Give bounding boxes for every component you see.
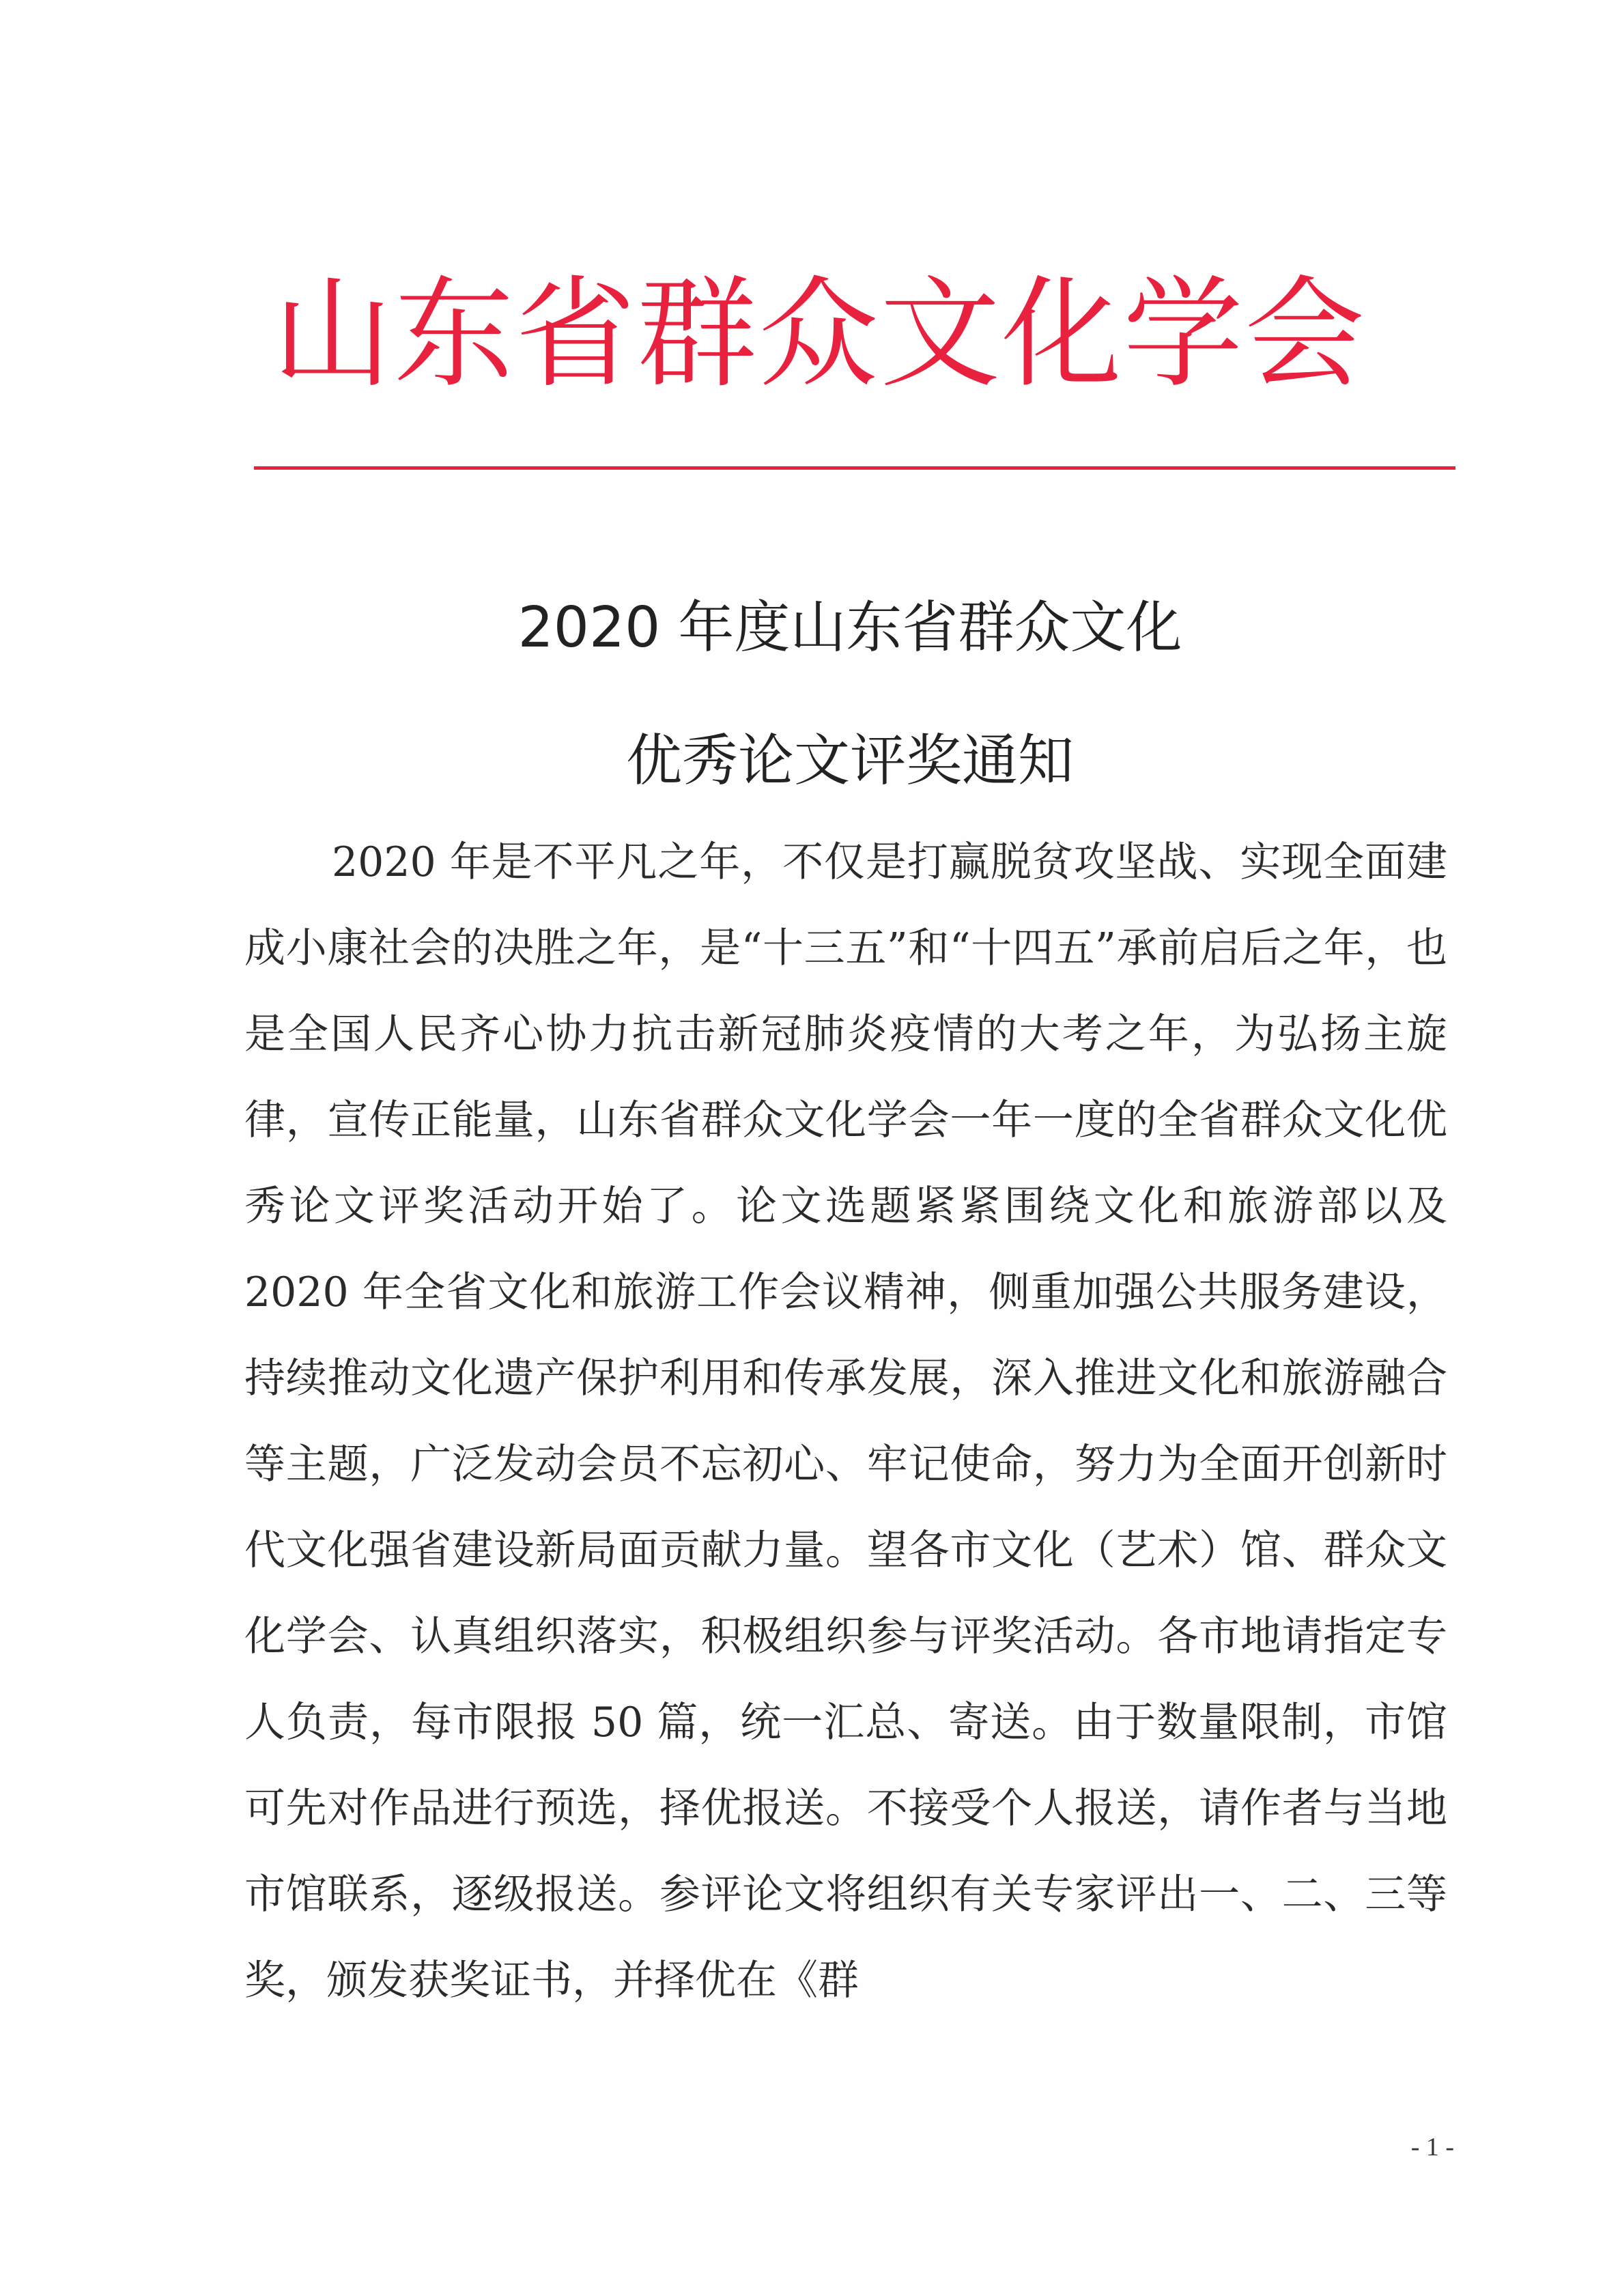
- body-paragraph: 2020 年是不平凡之年，不仅是打赢脱贫攻坚战、实现全面建成小康社会的决胜之年，是“十三五”和“十四五”承前启后之年，也是全国人民齐心协力抗击新冠肺炎疫情的大考之年，为弘扬主旋律，宣传正能量，山东省群众文化学会一年一度的全省群众文化优秀论文评奖活动开始了。论文选题紧紧围绕文化和旅游部以及 2020 年全省文化和旅游工作会议精神，侧重加强公共服务建设，持续推动文化遗产保护利用和传承发展，深入推进文化和旅游融合等主题，广泛发动会员不忘初心、牢记使命，努力为全面开创新时代文化强省建设新局面贡献力量。望各市文化（艺术）馆、群众文化学会、认真组织落实，积极组织参与评奖活动。各市地请指定专人负责，每市限报 50 篇，统一汇总、寄送。由于数量限制，市馆可先对作品进行预选，择优报送。不接受个人报送，请作者与当地市馆联系，逐级报送。参评论文将组织有关专家评出一、二、三等奖，颁发获奖证书，并择优在《群: [244, 838, 1447, 2004]
- masthead-title: 山东省群众文化学会: [272, 264, 1366, 404]
- page-number: - 1 -: [1410, 2133, 1454, 2162]
- notice-title-line-1: 2020 年度山东省群众文化: [517, 595, 1182, 660]
- masthead-divider: [254, 466, 1455, 470]
- notice-title-line-2: 优秀论文评奖通知: [625, 728, 1074, 793]
